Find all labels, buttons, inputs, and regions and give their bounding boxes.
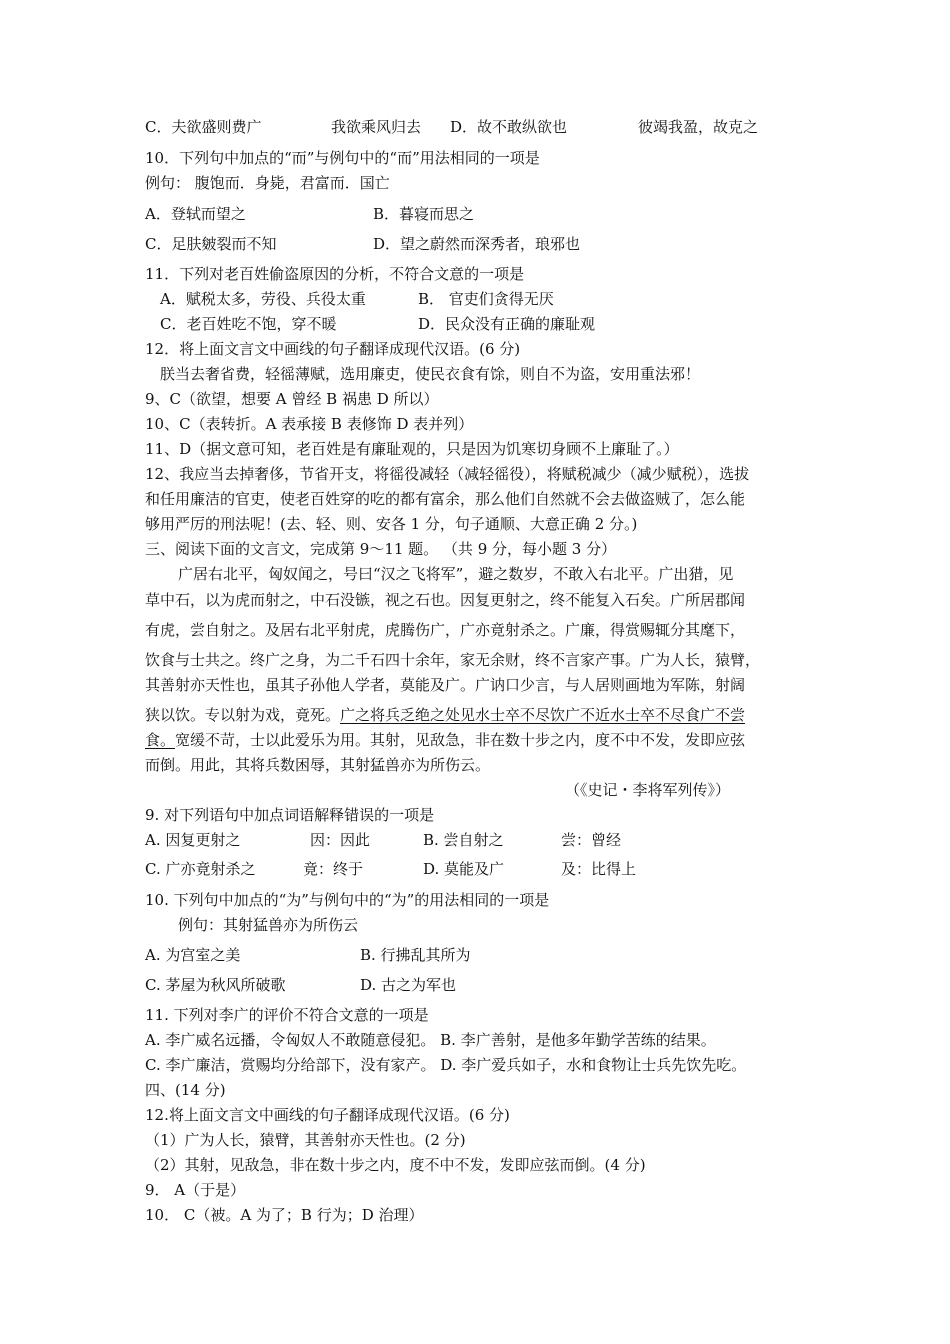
option-c: C. 广亦竟射杀之 — [145, 860, 256, 878]
option-c-example: 我欲乘风归去 — [331, 118, 422, 136]
option-line — [145, 975, 457, 995]
option-d: D．故不敢纵欲也 — [450, 118, 568, 136]
example-sentence: 例句： 腹饱而．身毙，君富而．国亡 — [145, 174, 390, 192]
passage-line: 饮食与士共之。终广之身，为二千石四十余年，家无余财，终不言家产事。广为人长，猿臂， — [145, 651, 761, 669]
option-line — [145, 830, 622, 850]
question-11: 11. 下列对李广的评价不符合文意的一项是 — [145, 1006, 429, 1024]
option-line — [160, 289, 554, 309]
answer-11: 11、D（据文意可知，老百姓是有廉耻观的，只是因为饥寒切身顾不上廉耻了。） — [145, 440, 679, 458]
answer-12-cont: 够用严厉的刑法呢！(去、轻、则、安各 1 分，句子通顺、大意正确 2 分。) — [145, 515, 638, 533]
example-sentence: 例句：其射猛兽亦为所伤云 — [178, 916, 359, 934]
question-10: 10．下列句中加点的“而”与例句中的“而”用法相同的一项是 — [145, 149, 540, 167]
option-b: B．暮寝而思之 — [373, 205, 475, 223]
passage-line — [145, 705, 745, 725]
option-c: C．夫欲盛则费广 — [145, 118, 262, 136]
passage-text: 宽缓不苛，士以此爱乐为用。其射，见敌急，非在数十步之内，度不中不发，发即应弦 — [175, 731, 746, 749]
option-d: D. 古之为军也 — [360, 976, 457, 994]
passage-line — [145, 730, 745, 750]
question-9: 9. 对下列语句中加点词语解释错误的一项是 — [145, 806, 435, 824]
question-12: 12.将上面文言文中画线的句子翻译成现代汉语。(6 分) — [145, 1106, 510, 1124]
answer-10: 10． C（被。A 为了；B 行为；D 治理） — [145, 1206, 424, 1224]
option-b: B. 尝自射之 — [423, 831, 504, 849]
option-a: A. 为宫室之美 — [145, 946, 241, 964]
option-d-gloss: 及：比得上 — [561, 860, 637, 878]
option-line — [145, 945, 471, 965]
question-11: 11．下列对老百姓偷盗原因的分析，不符合文意的一项是 — [145, 265, 525, 283]
option-d: D．望之蔚然而深秀者，琅邪也 — [373, 235, 581, 253]
answer-9: 9、C（欲望，想要 A 曾经 B 祸患 D 所以） — [145, 390, 439, 408]
option-c: C. 茅屋为秋风所破歌 — [145, 976, 286, 994]
option-a: A．赋税太多，劳役、兵役太重 — [160, 290, 366, 308]
option-d-example: 彼竭我盈，故克之 — [638, 118, 759, 136]
translation-sentence: 朕当去奢省费，轻徭薄赋，选用廉吏，使民衣食有馀，则自不为盗，安用重法邪！ — [160, 365, 701, 383]
answer-12-cont: 和任用廉洁的官吏，使老百姓穿的吃的都有富余，那么他们自然就不会去做盗贼了，怎么能 — [145, 490, 746, 508]
option-b: B． 官吏们贪得无厌 — [418, 290, 554, 308]
answer-10: 10、C（表转折。A 表承接 B 表修饰 D 表并列） — [145, 415, 474, 433]
option-b: B. 行拂乱其所为 — [360, 946, 471, 964]
options-ab: A. 李广威名远播，令匈奴人不敢随意侵犯。 B. 李广善射，是他多年勤学苦练的结果。 — [145, 1031, 716, 1049]
option-line — [145, 859, 637, 879]
option-b-gloss: 尝：曾经 — [561, 831, 622, 849]
underlined-sentence-end: 食。 — [145, 731, 176, 749]
passage-text: 狭以饮。专以射为戏，竟死。 — [145, 706, 341, 724]
option-a: A. 因复更射之 — [145, 831, 241, 849]
translation-item-1: （1）广为人长，猿臂，其善射亦天性也。(2 分) — [145, 1131, 466, 1149]
underlined-sentence: 广之将兵乏绝之处见水士卒不尽饮广不近水士卒不尽食广不尝 — [340, 706, 746, 724]
passage-source: （《史记・李将军列传》） — [565, 781, 731, 799]
option-c-gloss: 竟：终于 — [303, 860, 364, 878]
option-a-gloss: 因：因此 — [310, 831, 371, 849]
options-cd: C. 李广廉洁，赏赐均分给部下，没有家产。 D. 李广爱兵如子，水和食物让士兵先饮先吃。 — [145, 1056, 747, 1074]
passage-line: 其善射亦天性也，虽其子孙他人学者，莫能及广。广讷口少言，与人居则画地为军陈，射阔 — [145, 676, 746, 694]
answer-12: 12、我应当去掉奢侈，节省开支，将徭役减轻（减轻徭役），将赋税减少（减少赋税），选拔 — [145, 465, 750, 483]
option-line — [160, 314, 596, 334]
passage-line: 草中石，以为虎而射之，中石没镞，视之石也。因复更射之，终不能复入石矣。广所居郡闻 — [145, 591, 746, 609]
option-a: A．登轼而望之 — [145, 205, 246, 223]
section-3-heading: 三、阅读下面的文言文，完成第 9～11 题。 （共 9 分，每小题 3 分） — [145, 540, 617, 558]
passage-line: 有虎，尝自射之。及居右北平射虎，虎腾伤广，广亦竟射杀之。广廉，得赏赐辄分其麾下， — [145, 621, 746, 639]
option-c: C．老百姓吃不饱，穿不暖 — [160, 315, 337, 333]
section-4-heading: 四、(14 分) — [145, 1081, 226, 1099]
passage-line: 而倒。用此，其将兵数困辱，其射猛兽亦为所伤云。 — [145, 756, 491, 774]
answer-9: 9． A（于是） — [145, 1181, 246, 1199]
option-c: C．足肤皴裂而不知 — [145, 235, 277, 253]
passage-line: 广居右北平，匈奴闻之，号曰“汉之飞将军”，避之数岁，不敢入右北平。广出猎，见 — [178, 565, 734, 583]
question-12: 12．将上面文言文中画线的句子翻译成现代汉语。(6 分) — [145, 340, 521, 358]
translation-item-2: （2）其射，见敌急，非在数十步之内，度不中不发，发即应弦而倒。(4 分) — [145, 1156, 646, 1174]
option-d: D．民众没有正确的廉耻观 — [418, 315, 596, 333]
option-line — [145, 117, 759, 137]
option-line — [145, 204, 475, 224]
option-d: D. 莫能及广 — [423, 860, 505, 878]
option-line — [145, 234, 581, 254]
question-10: 10. 下列句中加点的“为”与例句中的“为”的用法相同的一项是 — [145, 891, 550, 909]
